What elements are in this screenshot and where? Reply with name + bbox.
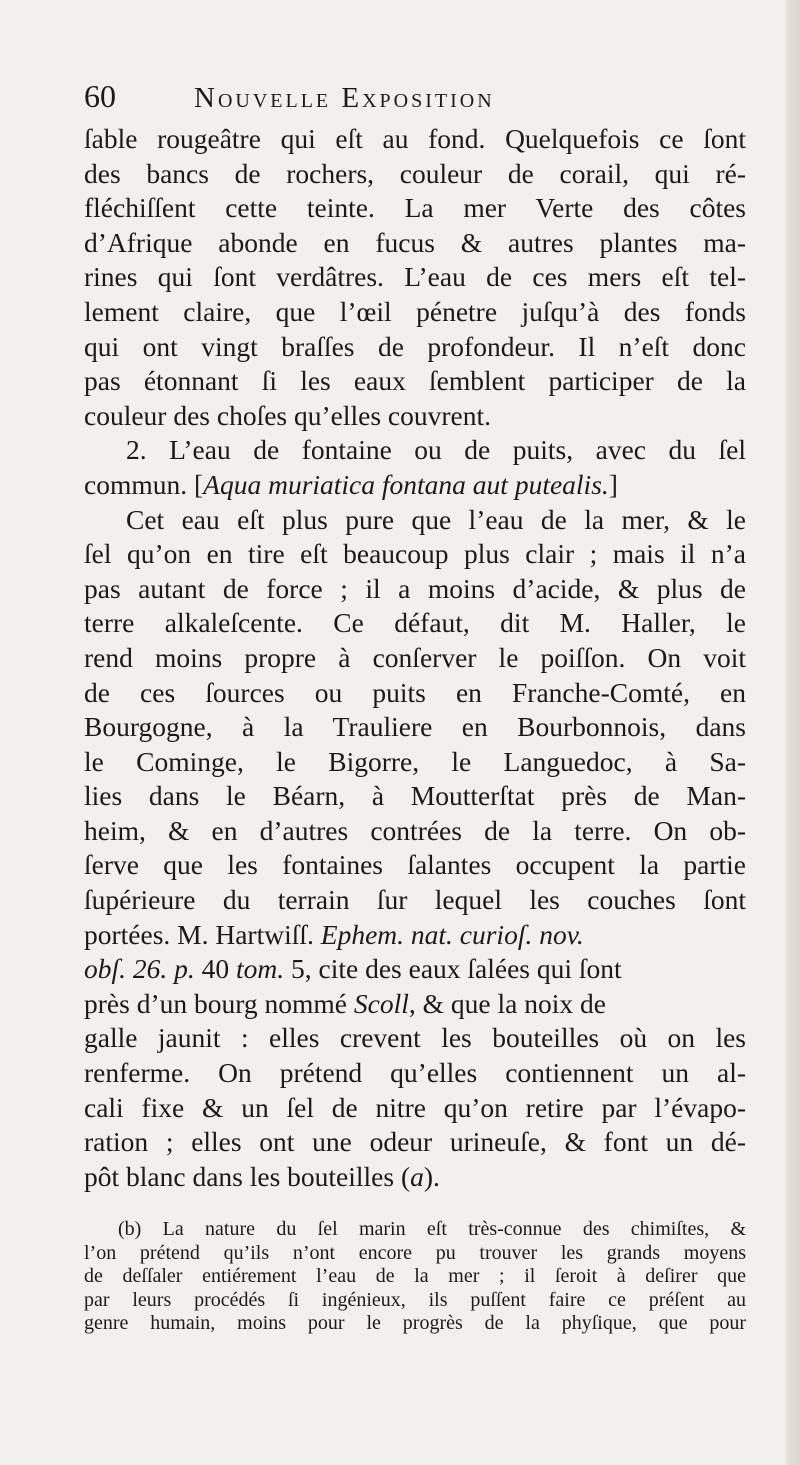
paragraph-start-line: 2. L’eau de fontaine ou de puits, avec du ſel — [126, 434, 746, 466]
text-line: pas étonnant ſi les eaux ſemblent participer de la — [84, 365, 746, 397]
text-fragment: près d’un bourg nommé — [84, 987, 354, 1019]
text-line: lement claire, que l’œil pénetre juſqu’à des fonds — [84, 295, 746, 327]
latin-name: Aqua muriatica fontana aut putealis. — [203, 468, 609, 500]
text-fragment: ] — [608, 468, 618, 500]
text-line: cali fixe & un ſel de nitre qu’on retire par l’évapo- — [84, 1091, 746, 1123]
text-fragment: portées. M. Hartwiſſ. — [84, 918, 314, 950]
text-fragment: , & que la noix de — [408, 987, 606, 1019]
book-page — [84, 78, 746, 1336]
text-fragment: 40 — [194, 953, 237, 985]
text-line: fléchiſſent cette teinte. La mer Verte des côtes — [84, 192, 746, 224]
running-title: Nouvelle Exposition — [194, 82, 495, 114]
text-line: le Cominge, le Bigorre, le Languedoc, à Sa- — [84, 745, 746, 777]
footnote-line: par leurs procédés ſi ingénieux, ils puſſent faire ce préſent au — [84, 1288, 746, 1311]
citation-ref: tom. — [236, 953, 285, 985]
text-line: terre alkaleſcente. Ce défaut, dit M. Haller, le — [84, 607, 746, 639]
place-name: Scoll — [353, 987, 409, 1019]
footnote-marker: a — [410, 1160, 424, 1192]
body-text — [84, 122, 746, 1194]
text-line: renferme. On prétend qu’elles contiennent un al- — [84, 1057, 746, 1089]
text-line-with-place — [84, 987, 746, 1022]
footnote-line: (b) La nature du ſel marin eſt très-connue des chimiſtes, & — [118, 1218, 746, 1241]
footnote-line: de deſſaler entiérement l’eau de la mer ; il ſeroit à deſirer que — [84, 1265, 746, 1288]
footnote-line: l’on prétend qu’ils n’ont encore pu trouver les grands moyens — [84, 1241, 746, 1264]
footnote-line: genre humain, moins pour le progrès de la phyſique, que pour — [84, 1312, 746, 1335]
text-line: pas autant de force ; il a moins d’acide, & plus de — [84, 572, 746, 604]
text-fragment: pôt blanc dans les bouteilles ( — [84, 1160, 411, 1192]
text-line: lies dans le Béarn, à Moutterſtat près de Man- — [84, 780, 746, 812]
text-line: heim, & en d’autres contrées de la terre. On ob- — [84, 814, 746, 846]
text-line: Bourgogne, à la Trauliere en Bourbonnois, dans — [84, 711, 746, 743]
text-line: de ces ſources ou puits en Franche-Comté, en — [84, 676, 746, 708]
citation-title: Ephem. nat. curioſ. nov. — [320, 918, 584, 950]
footnote — [84, 1218, 746, 1336]
citation-ref: obſ. 26. p. — [84, 953, 195, 985]
text-line: couleur des choſes qu’elles couvrent. — [84, 399, 492, 431]
text-line: galle jaunit : elles crevent les bouteilles où on les — [84, 1022, 746, 1054]
page-number: 60 — [84, 78, 116, 114]
text-fragment: ). — [423, 1160, 440, 1192]
text-fragment: commun. [ — [84, 468, 204, 500]
text-line: ration ; elles ont une odeur urineuſe, & font un dé- — [84, 1126, 746, 1158]
page-header — [84, 78, 746, 122]
text-line: qui ont vingt braſſes de profondeur. Il n’eſt donc — [84, 330, 746, 362]
text-line: ſable rougeâtre qui eſt au fond. Quelquefois ce ſont — [84, 123, 746, 154]
text-line-with-citation — [84, 918, 746, 953]
text-line-with-latin — [84, 468, 746, 503]
page-edge — [786, 0, 800, 1465]
text-line: rend moins propre à conſerver le poiſſon. On voit — [84, 641, 746, 673]
text-line: ſupérieure du terrain ſur lequel les couches ſont — [84, 884, 746, 916]
text-fragment: 5, cite des eaux ſalées qui ſont — [284, 953, 622, 985]
text-line-with-citation — [84, 952, 746, 987]
paragraph-start-line: Cet eau eſt plus pure que l’eau de la mer, & le — [126, 503, 746, 535]
text-line: ſel qu’on en tire eſt beaucoup plus clair ; mais il n’a — [84, 538, 746, 570]
text-line: ſerve que les fontaines ſalantes occupent la partie — [84, 849, 746, 881]
text-line: des bancs de rochers, couleur de corail, qui ré- — [84, 157, 746, 189]
text-line: rines qui ſont verdâtres. L’eau de ces mers eſt tel- — [84, 261, 746, 293]
text-line: d’Afrique abonde en fucus & autres plantes ma- — [84, 226, 746, 258]
text-line-with-note-ref — [84, 1160, 746, 1195]
